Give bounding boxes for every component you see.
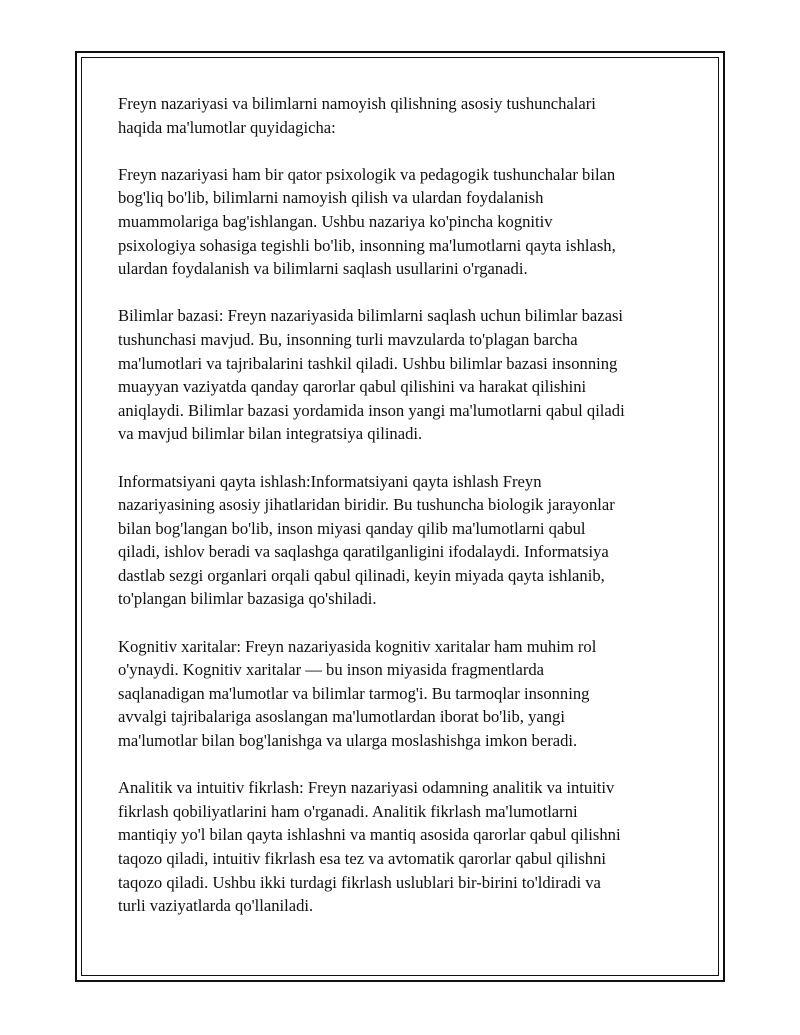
cognitive-maps-paragraph: Kognitiv xaritalar: Freyn nazariyasida kognitiv xaritalar ham muhim rol o'ynaydi. Kognitiv xaritalar — bu inson miyasida fragmentlarda saqlanadigan ma'lumotlar va bilimlar tarmog'i. Bu tarmoqlar insonning avvalgi tajribalariga asoslangan ma'lumotlardan iborat bo'lib, yangi ma'lumotlar bilan bog'lanishga va ularga moslashishga imkon beradi.: [118, 636, 597, 751]
knowledge-base-paragraph: Bilimlar bazasi: Freyn nazariyasida bilimlarni saqlash uchun bilimlar bazasi tushunchasi mavjud. Bu, insonning turli mavzularda to'plagan barcha ma'lumotlari va tajribalarini tashkil qiladi. Ushbu bilimlar bazasi insonning muayyan vaziyatda qanday qarorlar qabul qilishini va harakat qilishini aniqlaydi. Bilimlar bazasi yordamida inson yangi ma'lumotlarni qabul qiladi va mavjud bilimlar bilan integratsiya qilinadi.: [118, 306, 625, 444]
theory-overview-paragraph: Freyn nazariyasi ham bir qator psixologik va pedagogik tushunchalar bilan bog'liq bo'lib, bilimlarni namoyish qilish va ulardan foydalanish muammolariga bag'ishlangan. Ushbu nazariya ko'pincha kognitiv psixologiya sohasiga tegishli bo'lib, insonning ma'lumotlarni qayta ishlash, ulardan foydalanish va bilimlarni saqlash usullarini o'rganadi.: [118, 164, 616, 279]
analytic-intuitive-thinking-paragraph: Analitik va intuitiv fikrlash: Freyn nazariyasi odamning analitik va intuitiv fikrlash qobiliyatlarini ham o'rganadi. Analitik fikrlash ma'lumotlarni mantiqiy yo'l bilan qayta ishlashni va mantiq asosida qarorlar qabul qilishni taqozo qiladi, intuitiv fikrlash esa tez va avtomatik qarorlar qabul qilishni taqozo qiladi. Ushbu ikki turdagi fikrlash uslublari bir-birini to'ldiradi va turli vaziyatlarda qo'llaniladi.: [118, 778, 621, 916]
intro-paragraph: Freyn nazariyasi va bilimlarni namoyish qilishning asosiy tushunchalari haqida ma'lumotlar quyidagicha:: [118, 94, 596, 137]
document-body: [118, 92, 686, 941]
information-processing-paragraph: Informatsiyani qayta ishlash:Informatsiyani qayta ishlash Freyn nazariyasining asosiy jihatlaridan biridir. Bu tushuncha biologik jarayonlar bilan bog'langan bo'lib, inson miyasi qanday qilib ma'lumotlarni qabul qiladi, ishlov beradi va saqlashga qaratilganligini ifodalaydi. Informatsiya dastlab sezgi organlari orqali qabul qilinadi, keyin miyada qayta ishlanib, to'plangan bilimlar bazasiga qo'shiladi.: [118, 471, 615, 609]
